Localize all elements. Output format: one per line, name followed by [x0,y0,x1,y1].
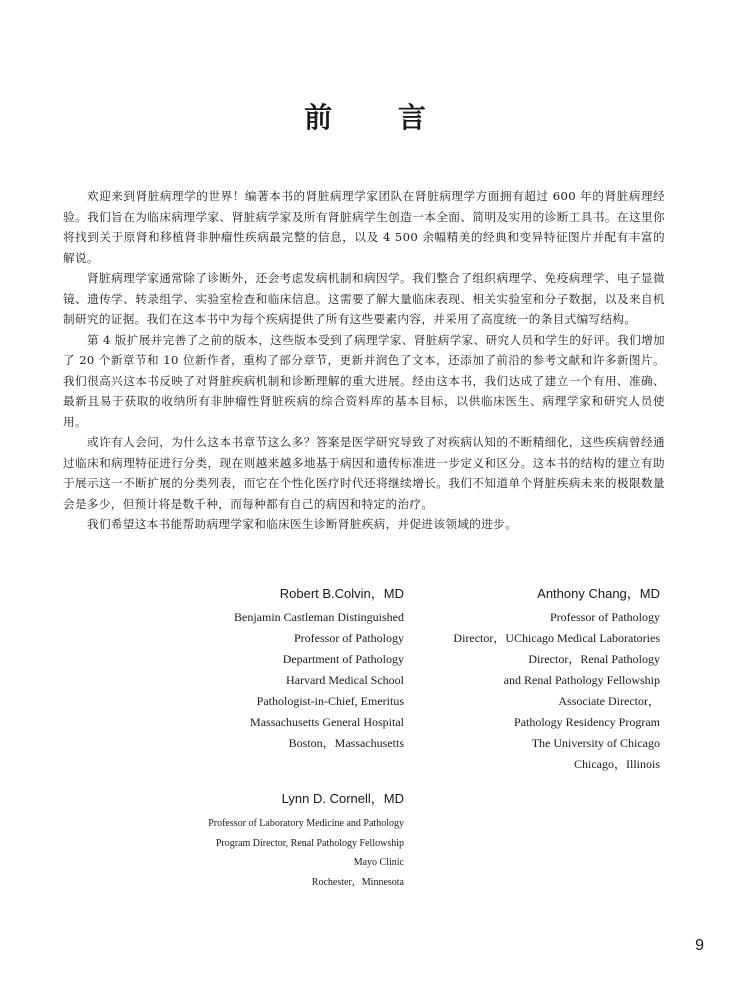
author-affiliation-line: Massachusetts General Hospital [250,715,404,729]
author-name: Anthony Chang，MD [537,586,660,601]
paragraph: 第 4 版扩展并完善了之前的版本，这些版本受到了病理学家、肾脏病学家、研究人员和学生的好评。我们增加了 20 个新章节和 10 位新作者，重构了部分章节，更新并润色了文本，还添加了前沿的参考文献和许多新图片。我们很高兴这本书反映了对肾脏疾病机制和诊断理解的重大进展。经由这本书，我们达成了建立一个有用、准确、最新且易于获取的收纳所有非肿瘤性肾脏疾病的综合资料库的基本目标，以供临床医生、病理学家和研究人员使用。 [63,332,665,429]
author-affiliation-line: Mayo Clinic [353,857,404,868]
author-affiliation-line: Chicago，Illinois [574,757,660,771]
author-affiliation-line: Director，Renal Pathology [528,652,660,666]
paragraph: 欢迎来到肾脏病理学的世界！编著本书的肾脏病理学家团队在肾脏病理学方面拥有超过 600 年的肾脏病理经验。我们旨在为临床病理学家、肾脏病学家及所有肾脏病学生创造一本全面、简明及实用的诊断工具书。在这里你将找到关于原肾和移植肾非肿瘤性疾病最完整的信息，以及 4 500 余幅精美的经典和变异特征图片并配有丰富的解说。 [63,189,665,265]
signature-cornell [208,788,404,892]
preface-body [63,186,665,535]
author-affiliation-line: Harvard Medical School [286,673,404,687]
author-affiliation-line: Benjamin Castleman Distinguished [234,610,404,624]
author-affiliation-line: Rochester，Minnesota [311,876,404,888]
author-affiliation-line: Professor of Pathology [294,631,404,645]
author-affiliation-line: Professor of Laboratory Medicine and Pathology [208,818,404,829]
author-affiliation-line: and Renal Pathology Fellowship [503,673,660,687]
author-affiliation-line: Associate Director， [558,694,660,708]
author-affiliation-line: Pathologist-in-Chief, Emeritus [256,694,404,708]
author-name: Robert B.Colvin，MD [279,586,404,601]
author-affiliation-line: Program Director, Renal Pathology Fellowship [215,837,404,849]
signature-colvin [234,583,404,754]
paragraph: 肾脏病理学家通常除了诊断外，还会考虑发病机制和病因学。我们整合了组织病理学、免疫病理学、电子显微镜、遗传学、转录组学、实验室检查和临床信息。这需要了解大量临床表现、相关实验室和分子数据，以及来自机制研究的证据。我们在这本书中为每个疾病提供了所有这些要素内容，并采用了高度统一的条目式编写结构。 [63,271,665,326]
author-affiliation-line: Boston，Massachusetts [288,736,404,750]
author-affiliation-line: Director，UChicago Medical Laboratories [453,631,660,645]
page-title: 前 言 [304,101,454,134]
author-affiliation-line: Professor of Pathology [550,610,660,624]
paragraph: 我们希望这本书能帮助病理学家和临床医生诊断肾脏疾病，并促进该领域的进步。 [87,517,517,531]
signature-chang [453,583,660,775]
page-number: 9 [695,937,704,954]
author-affiliation-line: Department of Pathology [282,652,404,666]
author-affiliation-line: Pathology Residency Program [514,715,660,729]
paragraph: 或许有人会问，为什么这本书章节这么多？答案是医学研究导致了对疾病认知的不断精细化，这些疾病曾经通过临床和病理特征进行分类，现在则越来越多地基于病因和遗传标准进一步定义和区分。这本书的结构的建立有助于展示这一不断扩展的分类列表，而它在个性化医疗时代还将继续增长。我们不知道单个肾脏疾病未来的极限数量会是多少，但预计将是数千种，而每种都有自己的病因和特定的治疗。 [63,435,665,511]
author-name: Lynn D. Cornell，MD [281,791,404,806]
author-affiliation-line: The University of Chicago [531,736,660,750]
